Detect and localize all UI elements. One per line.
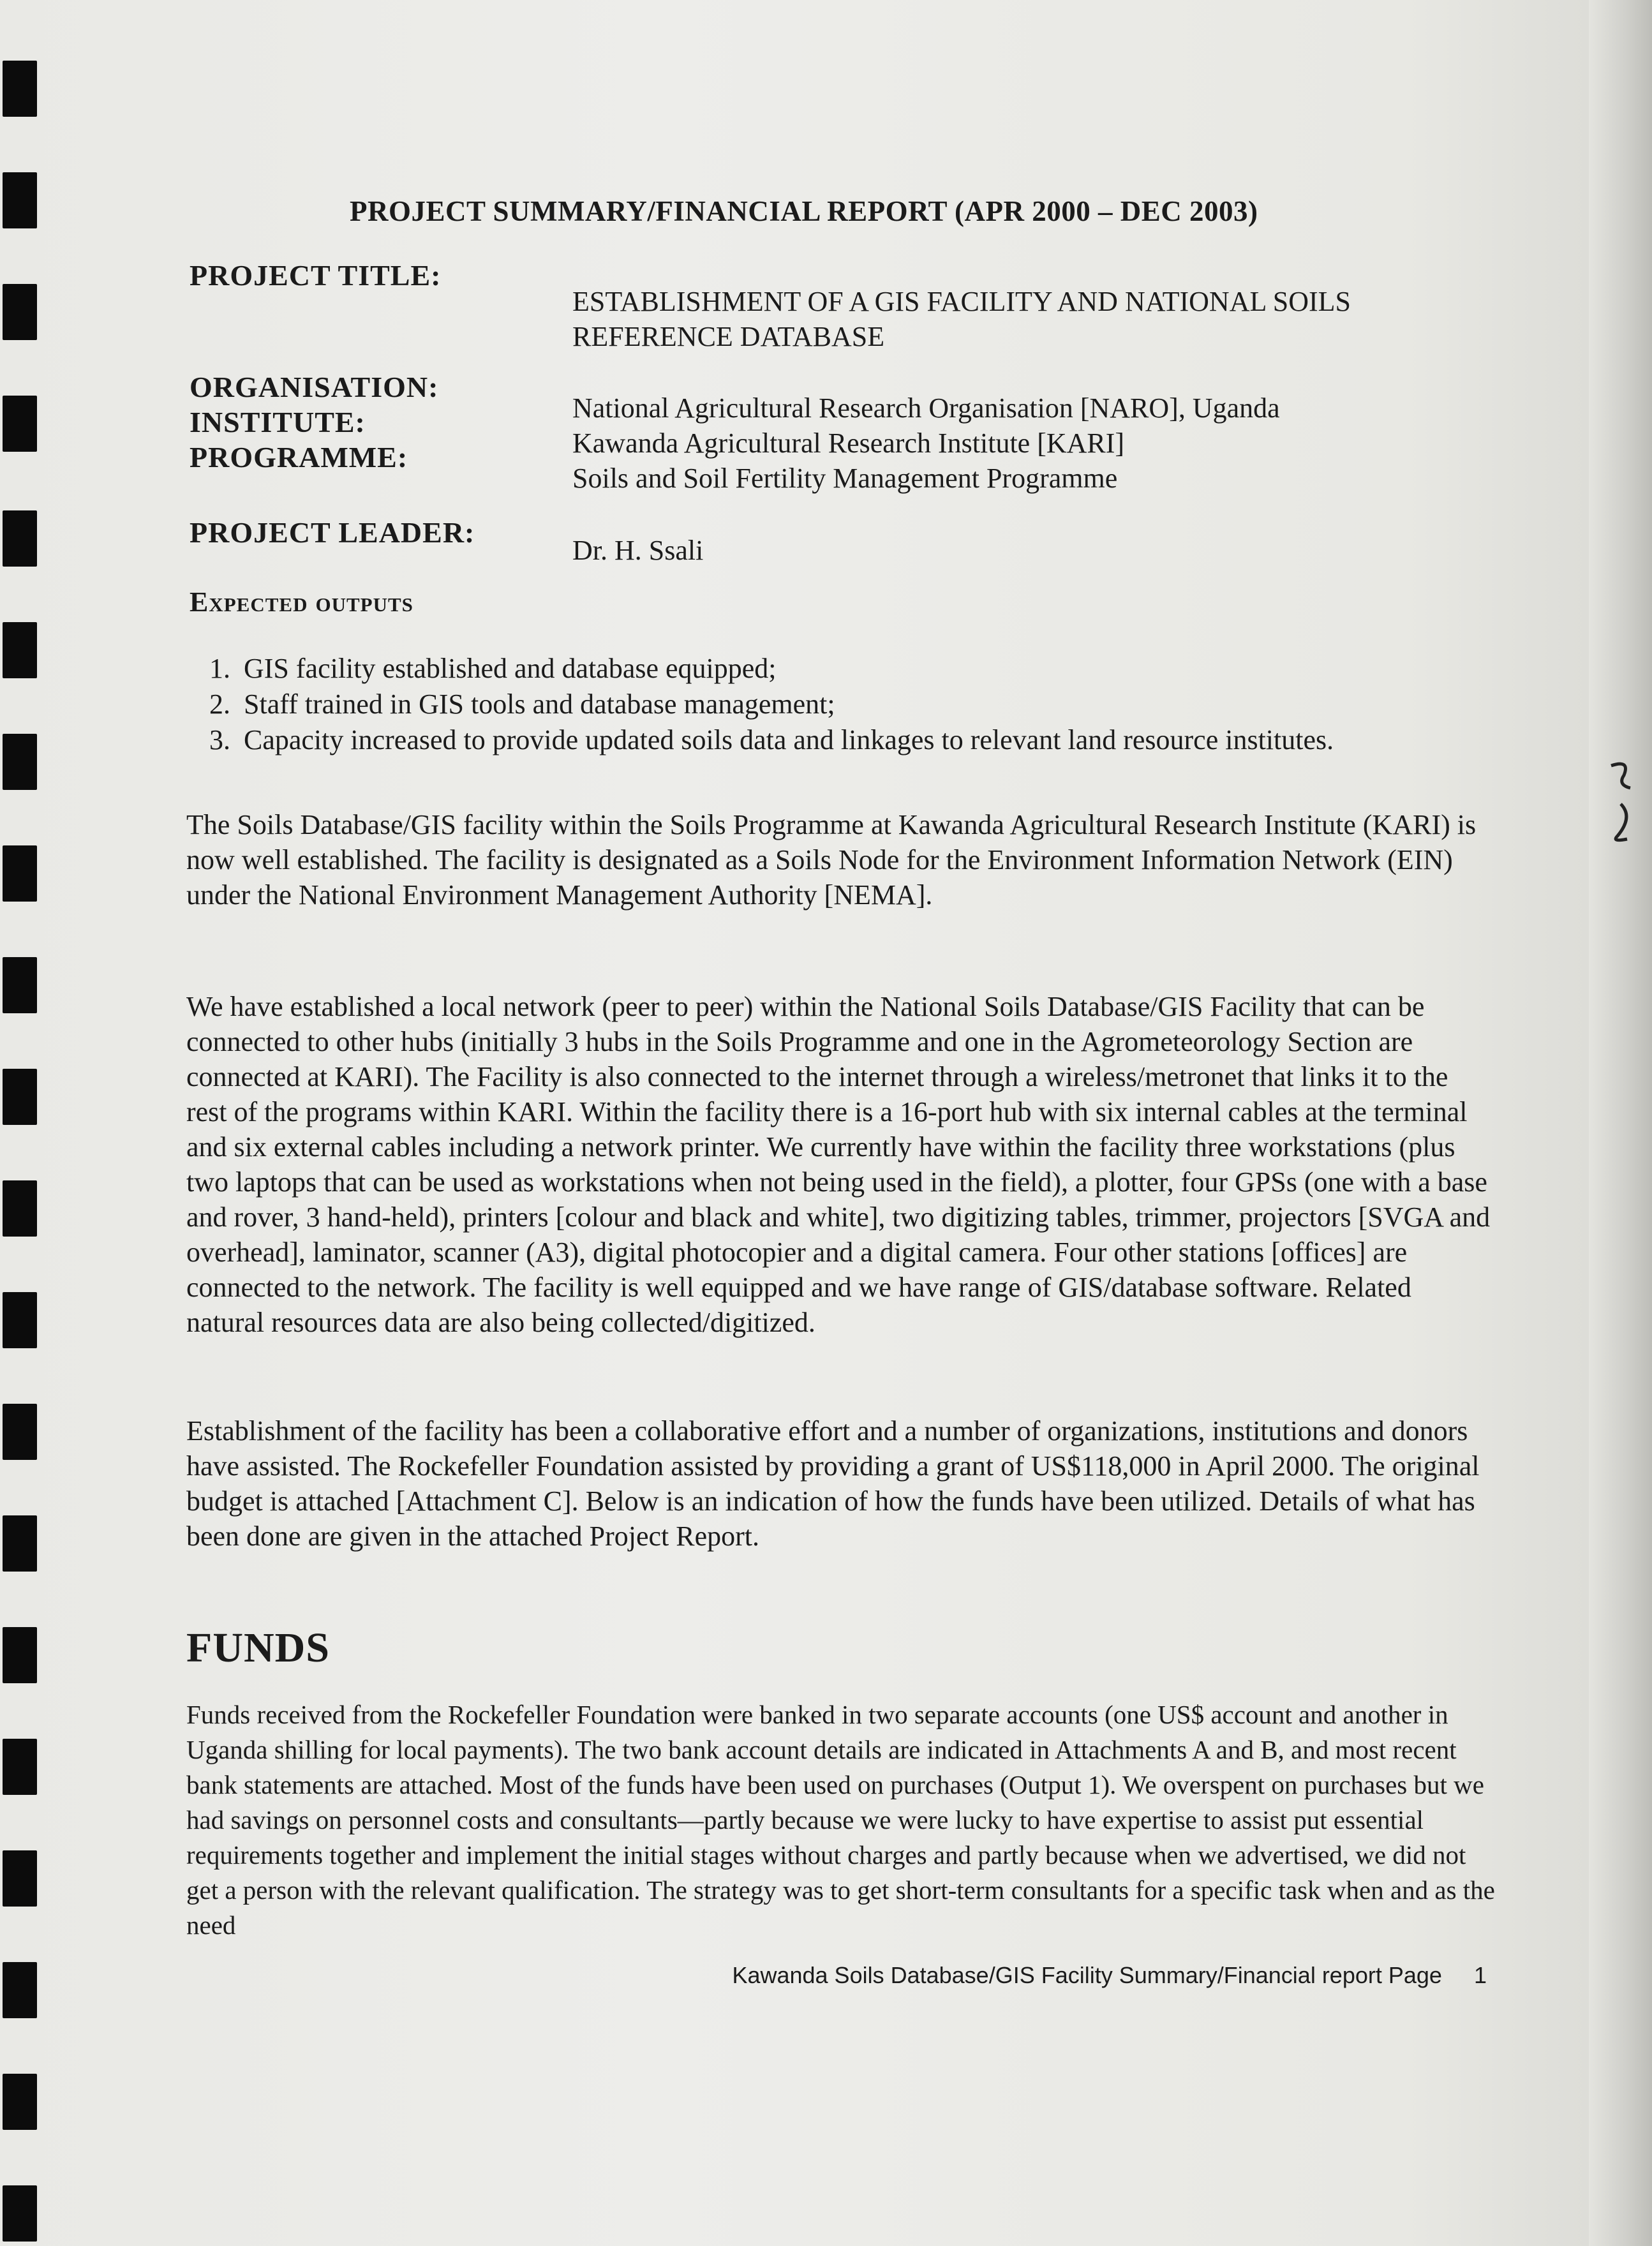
footer-text: Kawanda Soils Database/GIS Facility Summary/Financial report Page [732,1962,1442,1988]
organisation-label: ORGANISATION: [190,371,439,403]
project-title-line2: REFERENCE DATABASE [572,321,885,352]
programme-value: Soils and Soil Fertility Management Programme [572,463,1118,494]
page-edge-shadow [1589,0,1652,2246]
paragraph-network: We have established a local network (peer to peer) within the National Soils Database/GIS Facility that can be connected to other hubs (initially 3 hubs in the Soils Programme and one in the Agrometeorology Section are connected at KARI). The Facility is also connected to the internet through a wireless/metronet that links it to the rest of the programs within KARI. Within the facility there is a 16-port hub with six internal cables at the terminal and six external cables including a network printer. We currently have within the facility three workstations (plus two laptops that can be used as workstations when not being used in the field), a plotter, four GPSs (one with a base and rover, 3 hand-held), printers [colour and black and white], two digitizing tables, trimmer, projectors [SVGA and overhead], laminator, scanner (A3), digital photocopier and a digital camera. Four other stations [offices] are connected to the network. The facility is well equipped and we have range of GIS/database software. Related natural resources data are also being collected/digitized. [186,991,1491,1338]
handwritten-margin-mark [1605,753,1643,855]
programme-label: PROGRAMME: [190,441,408,473]
institute-value: Kawanda Agricultural Research Institute [KARI] [572,428,1125,459]
report-title: PROJECT SUMMARY/FINANCIAL REPORT (APR 2000 – DEC 2003) [350,195,1258,227]
project-title-line1: ESTABLISHMENT OF A GIS FACILITY AND NATIONAL SOILS [572,286,1351,317]
paragraph-facility: The Soils Database/GIS facility within the Soils Programme at Kawanda Agricultural Research Institute (KARI) is now well established. The facility is designated as a Soils Node for the Environment Information Network (EIN) under the National Environment Management Authority [NEMA]. [186,809,1477,911]
output-item: 1. GIS facility established and database equipped; [237,651,1545,687]
spiral-binding [0,0,51,2246]
funds-heading: FUNDS [186,1625,331,1671]
page-number: 1 [1473,1962,1487,1988]
output-item: 2. Staff trained in GIS tools and database management; [237,687,1545,722]
project-title-label: PROJECT TITLE: [190,259,442,292]
expected-outputs-list [186,651,1545,758]
expected-outputs-heading: Expected outputs [190,586,413,618]
project-leader-label: PROJECT LEADER: [190,516,475,549]
institute-label: INSTITUTE: [190,406,366,438]
project-leader-value: Dr. H. Ssali [572,535,704,566]
output-item: 3. Capacity increased to provide updated soils data and linkages to relevant land resource institutes. [237,722,1545,758]
organisation-value: National Agricultural Research Organisation [NARO], Uganda [572,392,1280,424]
paragraph-establishment: Establishment of the facility has been a collaborative effort and a number of organizations, institutions and donors have assisted. The Rockefeller Foundation assisted by providing a grant of US$118,000 in April 2000. The original budget is attached [Attachment C]. Below is an indication of how the funds have been utilized. Details of what has been done are given in the attached Project Report. [186,1415,1480,1552]
funds-paragraph: Funds received from the Rockefeller Foundation were banked in two separate accounts (one US$ account and another in Uganda shilling for local payments). The two bank account details are indicated in Attachments A and B, and most recent bank statements are attached. Most of the funds have been used on purchases (Output 1). We overspent on purchases but we had savings on personnel costs and consultants—partly because we were lucky to have expertise to assist put essential requirements together and implement the initial stages without charges and partly because when we advertised, we did not get a person with the relevant qualification. The strategy was to get short-term consultants for a specific task when and as the need [186,1700,1495,1940]
page-footer [696,1962,1487,1989]
